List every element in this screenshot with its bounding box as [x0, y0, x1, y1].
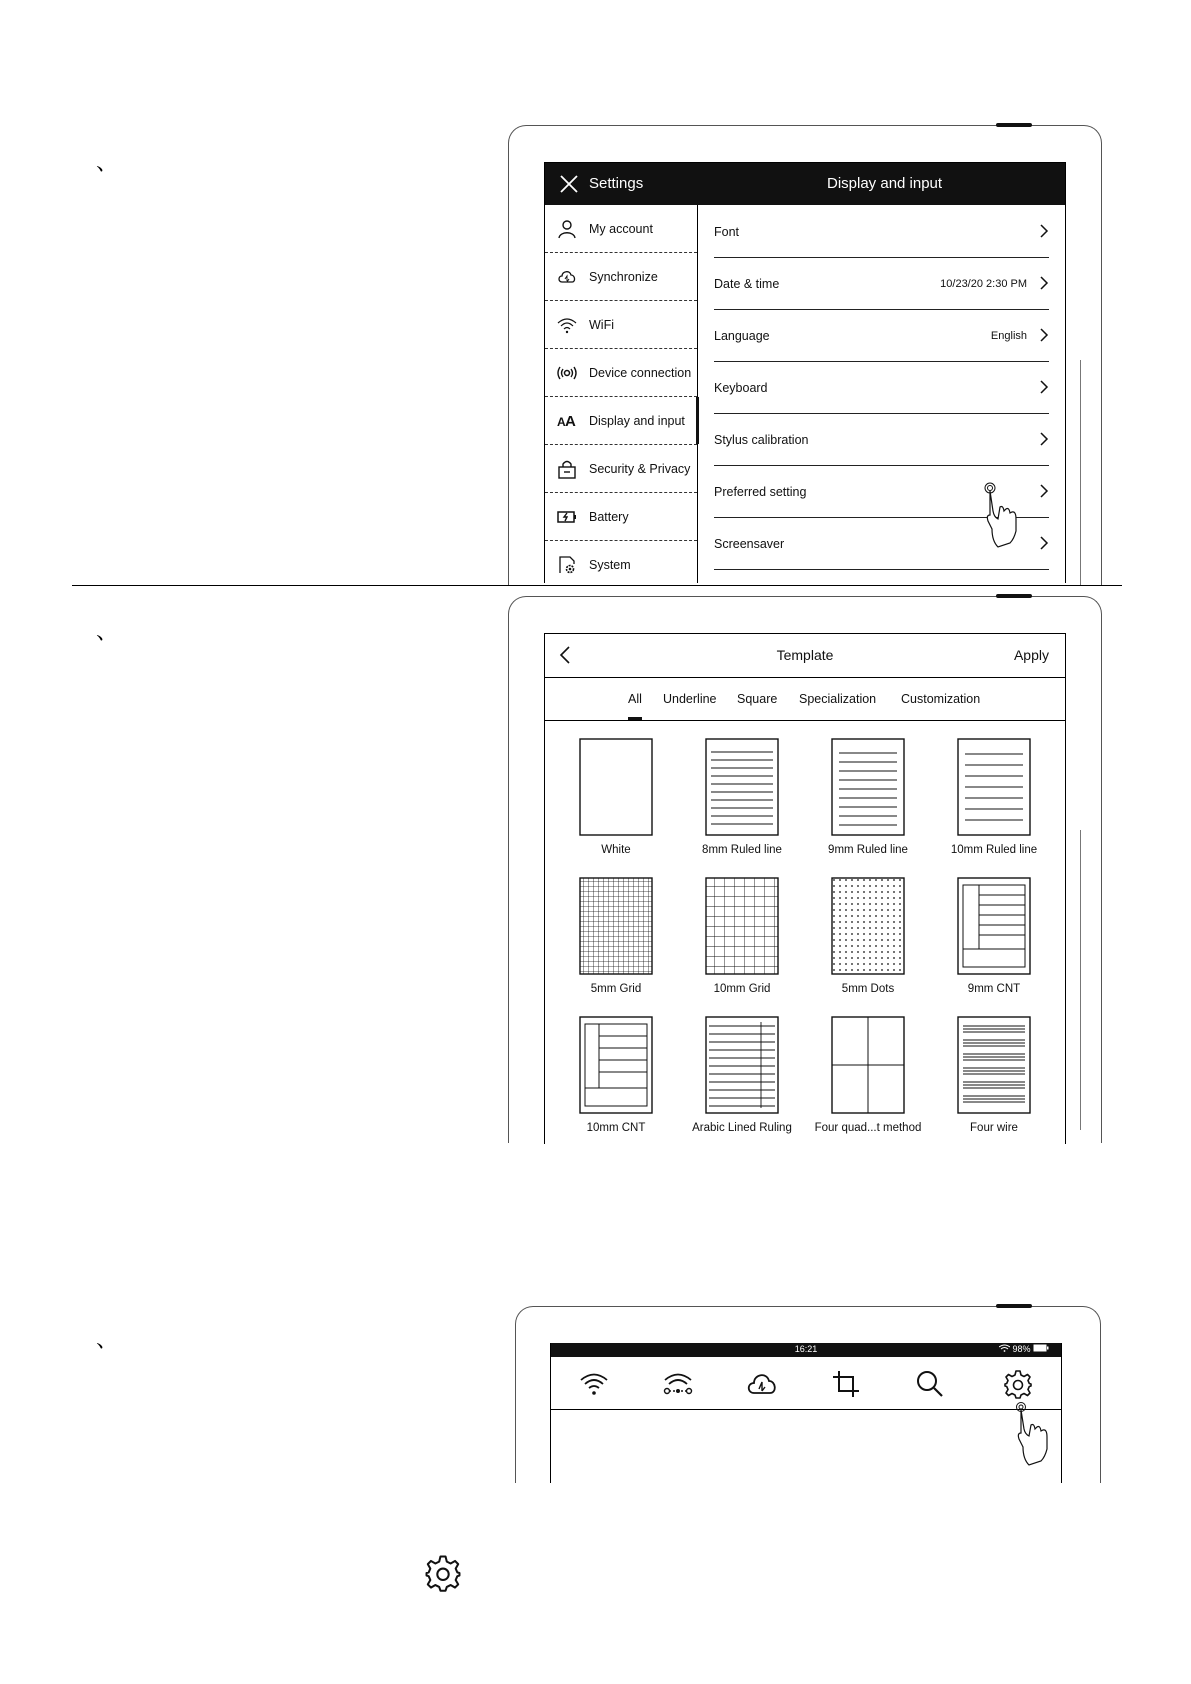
sidebar-item-system[interactable]: [545, 541, 697, 583]
system-gear-icon: [557, 555, 577, 575]
template-label: 5mm Dots: [841, 983, 895, 995]
svg-text:A: A: [557, 415, 566, 429]
crop-icon[interactable]: [831, 1369, 861, 1399]
tab-specialization[interactable]: Specialization: [799, 692, 877, 706]
sidebar-item-label: System: [589, 558, 631, 572]
chevron-right-icon: [1039, 484, 1049, 498]
settings-title: Settings: [589, 175, 644, 192]
svg-text:A: A: [565, 413, 576, 430]
template-thumbnail: [705, 877, 779, 975]
status-time: 16:21: [794, 1344, 818, 1354]
template-label: Arabic Lined Ruling: [692, 1122, 792, 1134]
settings-gear-icon: [424, 1554, 462, 1592]
sidebar-item-label: WiFi: [589, 318, 614, 332]
settings-row-value: English: [990, 330, 1027, 342]
device-side-edge: [1080, 830, 1081, 1130]
settings-screen: [544, 162, 1066, 583]
settings-row-label: Language: [714, 329, 770, 343]
template-card-four-wire[interactable]: [931, 1016, 1057, 1134]
template-thumbnail: [831, 1016, 905, 1114]
font-aa-icon: [557, 411, 577, 431]
template-thumbnail: [579, 738, 653, 836]
settings-row-label: Keyboard: [714, 381, 768, 395]
settings-row-font[interactable]: [714, 205, 1049, 258]
device-power-button: [996, 594, 1032, 598]
template-label: 9mm CNT: [967, 983, 1021, 995]
template-card-10mm-grid[interactable]: [679, 877, 805, 995]
battery-icon: [557, 507, 577, 527]
template-card-arabic-lined[interactable]: [679, 1016, 805, 1134]
settings-row-date-time[interactable]: [714, 257, 1049, 310]
tap-hand-icon: [1013, 1401, 1059, 1467]
settings-row-label: Stylus calibration: [714, 433, 809, 447]
template-thumbnail: [579, 1016, 653, 1114]
sidebar-item-label: Battery: [589, 510, 629, 524]
battery-icon: [1033, 1344, 1049, 1352]
chevron-right-icon: [1039, 380, 1049, 394]
template-thumbnail: [831, 877, 905, 975]
template-thumbnail: [705, 738, 779, 836]
sidebar-item-label: Security & Privacy: [589, 462, 691, 476]
template-label: White: [601, 844, 631, 856]
settings-row-label: Screensaver: [714, 537, 785, 551]
step-marker-1: 、: [96, 150, 119, 175]
settings-row-label: Font: [714, 225, 740, 239]
battery-percent: 98%: [1012, 1344, 1031, 1354]
status-battery: [999, 1344, 1049, 1354]
settings-row-language[interactable]: [714, 309, 1049, 362]
apply-button[interactable]: Apply: [1013, 647, 1049, 663]
sidebar-item-label: Synchronize: [589, 270, 658, 284]
template-label: 10mm Grid: [713, 983, 771, 995]
sidebar-item-label: My account: [589, 222, 653, 236]
sidebar-item-device-connection[interactable]: [545, 349, 697, 397]
template-label: 8mm Ruled line: [702, 844, 782, 856]
template-card-9mm-ruled[interactable]: [805, 738, 931, 856]
template-thumbnail: [705, 1016, 779, 1114]
device-power-button: [996, 123, 1032, 127]
template-tabs: [545, 678, 1065, 721]
template-card-5mm-grid[interactable]: [553, 877, 679, 995]
template-label: 10mm Ruled line: [950, 844, 1038, 856]
status-bar: [551, 1343, 1061, 1357]
settings-gear-icon[interactable]: [1003, 1369, 1033, 1399]
chevron-right-icon: [1039, 224, 1049, 238]
home-toolbar: [551, 1357, 1061, 1410]
wifi-transfer-icon[interactable]: [663, 1369, 693, 1399]
wifi-icon: [999, 1344, 1010, 1352]
search-icon[interactable]: [915, 1369, 945, 1399]
settings-row-label: Preferred setting: [714, 485, 807, 499]
close-icon[interactable]: [559, 174, 579, 194]
template-card-9mm-cnt[interactable]: [931, 877, 1057, 995]
user-icon: [557, 219, 577, 239]
tab-underline[interactable]: Underline: [663, 692, 717, 706]
wifi-icon[interactable]: [579, 1369, 609, 1399]
chevron-right-icon: [1039, 432, 1049, 446]
template-label: Four wire: [970, 1122, 1018, 1134]
template-label: 10mm CNT: [586, 1122, 646, 1134]
device-side-edge: [1080, 360, 1081, 585]
template-label: 5mm Grid: [590, 983, 642, 995]
template-card-8mm-ruled[interactable]: [679, 738, 805, 856]
template-thumbnail: [957, 1016, 1031, 1114]
tab-square[interactable]: Square: [737, 692, 778, 706]
template-thumbnail: [957, 738, 1031, 836]
device-power-button: [996, 1304, 1032, 1308]
template-screen: [544, 633, 1066, 1144]
section-divider: [72, 585, 1122, 586]
page-title: Template: [776, 647, 834, 663]
cloud-sync-icon: [557, 267, 577, 287]
tab-customization[interactable]: Customization: [901, 692, 981, 706]
settings-row-value: 10/23/20 2:30 PM: [940, 278, 1027, 290]
settings-row-keyboard[interactable]: [714, 361, 1049, 414]
sidebar-item-battery[interactable]: [545, 493, 697, 541]
sidebar-item-my-account[interactable]: [545, 205, 697, 253]
lock-icon: [557, 459, 577, 479]
sidebar-item-label: Device connection: [589, 366, 692, 380]
chevron-right-icon: [1039, 328, 1049, 342]
chevron-right-icon: [1039, 536, 1049, 550]
wifi-icon: [557, 315, 577, 335]
home-screen: [550, 1343, 1062, 1483]
chevron-right-icon: [1039, 276, 1049, 290]
settings-header: [545, 163, 1065, 205]
settings-row-label: Date & time: [714, 277, 780, 291]
sidebar-item-label: Display and input: [589, 414, 685, 428]
template-card-10mm-ruled[interactable]: [931, 738, 1057, 856]
sidebar-item-security-privacy[interactable]: [545, 445, 697, 493]
template-card-10mm-cnt[interactable]: [553, 1016, 679, 1134]
template-label: 9mm Ruled line: [828, 844, 908, 856]
template-header: [545, 634, 1065, 678]
step-marker-2: 、: [96, 619, 119, 644]
template-card-four-quadrant[interactable]: [805, 1016, 931, 1134]
broadcast-icon: [557, 363, 577, 383]
sidebar-item-display-and-input[interactable]: [545, 397, 697, 445]
tap-hand-icon: [980, 481, 1028, 551]
cloud-sync-icon[interactable]: [747, 1369, 777, 1399]
template-thumbnail: [957, 877, 1031, 975]
template-label: Four quad...t method: [814, 1122, 922, 1134]
template-card-5mm-dots[interactable]: [805, 877, 931, 995]
step-marker-3: 、: [96, 1327, 119, 1352]
template-card-white[interactable]: [553, 738, 679, 856]
tab-all[interactable]: All: [628, 692, 642, 706]
sidebar-item-synchronize[interactable]: [545, 253, 697, 301]
page-title: Display and input: [827, 175, 943, 192]
settings-row-stylus-calibration[interactable]: [714, 413, 1049, 466]
template-thumbnail: [831, 738, 905, 836]
settings-sidebar: [545, 205, 698, 583]
template-thumbnail: [579, 877, 653, 975]
sidebar-item-wifi[interactable]: [545, 301, 697, 349]
